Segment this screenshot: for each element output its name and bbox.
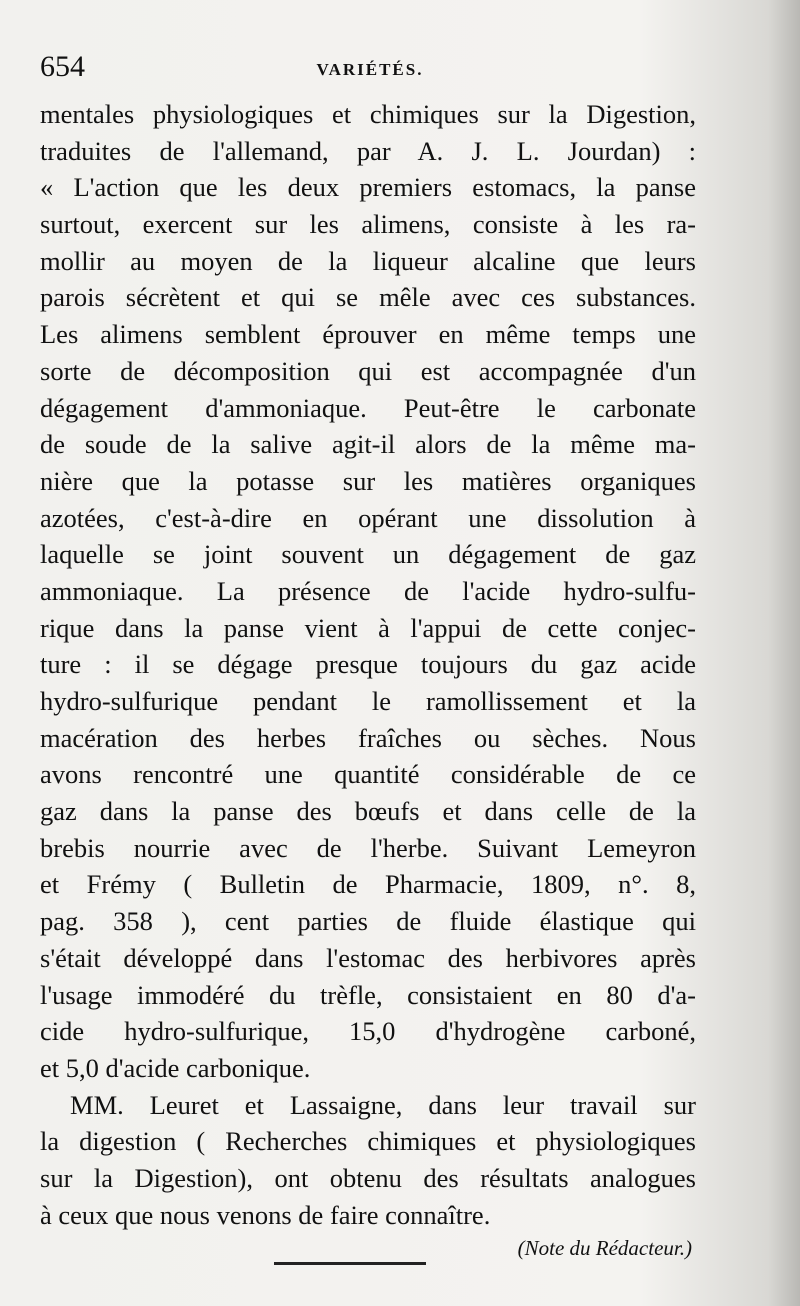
text-line: et 5,0 d'acide carbonique. [40, 1052, 311, 1083]
text-line: Les alimens semblent éprouver en même temps une [40, 319, 696, 350]
text-line: sorte de décomposition qui est accompagnée d'un [40, 355, 696, 386]
text-line: à ceux que nous venons de faire connaître. [40, 1199, 491, 1230]
text-line: mollir au moyen de la liqueur alcaline que leurs [40, 245, 696, 276]
text-line: parois sécrètent et qui se mêle avec ces substances. [40, 282, 696, 313]
page-header [40, 50, 700, 90]
editor-note: (Note du Rédacteur.) [517, 1236, 692, 1260]
text-line: azotées, c'est-à-dire en opérant une dissolution à [40, 502, 696, 533]
page-body-text [40, 96, 696, 1233]
page-number: 654 [40, 50, 85, 83]
text-line: cide hydro-sulfurique, 15,0 d'hydrogène carboné, [40, 1016, 696, 1047]
text-line: rique dans la panse vient à l'appui de cette conjec- [40, 612, 696, 643]
text-line: surtout, exercent sur les alimens, consiste à les ra- [40, 209, 696, 240]
text-line: mentales physiologiques et chimiques sur la Digestion, [40, 99, 696, 129]
text-line: avons rencontré une quantité considérable de ce [40, 759, 696, 790]
text-line: brebis nourrie avec de l'herbe. Suivant Lemeyron [40, 832, 696, 863]
text-line: dégagement d'ammoniaque. Peut-être le carbonate [40, 392, 696, 423]
text-line: laquelle se joint souvent un dégagement de gaz [40, 539, 696, 570]
closing-rule [274, 1262, 426, 1265]
text-line: la digestion ( Recherches chimiques et physiologiques [40, 1126, 696, 1157]
text-line: et Frémy ( Bulletin de Pharmacie, 1809, n°. 8, [40, 869, 696, 900]
text-line: MM. Leuret et Lassaigne, dans leur travail sur [70, 1089, 696, 1120]
text-line: l'usage immodéré du trèfle, consistaient en 80 d'a- [40, 979, 696, 1010]
text-line: gaz dans la panse des bœufs et dans celle de la [40, 796, 696, 827]
text-line: pag. 358 ), cent parties de fluide élastique qui [40, 906, 696, 937]
text-line: s'était développé dans l'estomac des herbivores après [40, 942, 696, 973]
text-line: « L'action que les deux premiers estomacs, la panse [40, 172, 696, 203]
text-line: macération des herbes fraîches ou sèches. Nous [40, 722, 696, 753]
text-line: traduites de l'allemand, par A. J. L. Jourdan) : [40, 135, 696, 166]
text-line: ammoniaque. La présence de l'acide hydro-sulfu- [40, 575, 696, 606]
text-line: nière que la potasse sur les matières organiques [40, 465, 696, 496]
text-line: hydro-sulfurique pendant le ramollissement et la [40, 686, 696, 716]
text-line: sur la Digestion), ont obtenu des résultats analogues [40, 1162, 696, 1193]
running-title: VARIÉTÉS. [316, 60, 424, 79]
text-line: ture : il se dégage presque toujours du gaz acide [40, 649, 696, 680]
text-line: de soude de la salive agit-il alors de la même ma- [40, 429, 696, 460]
